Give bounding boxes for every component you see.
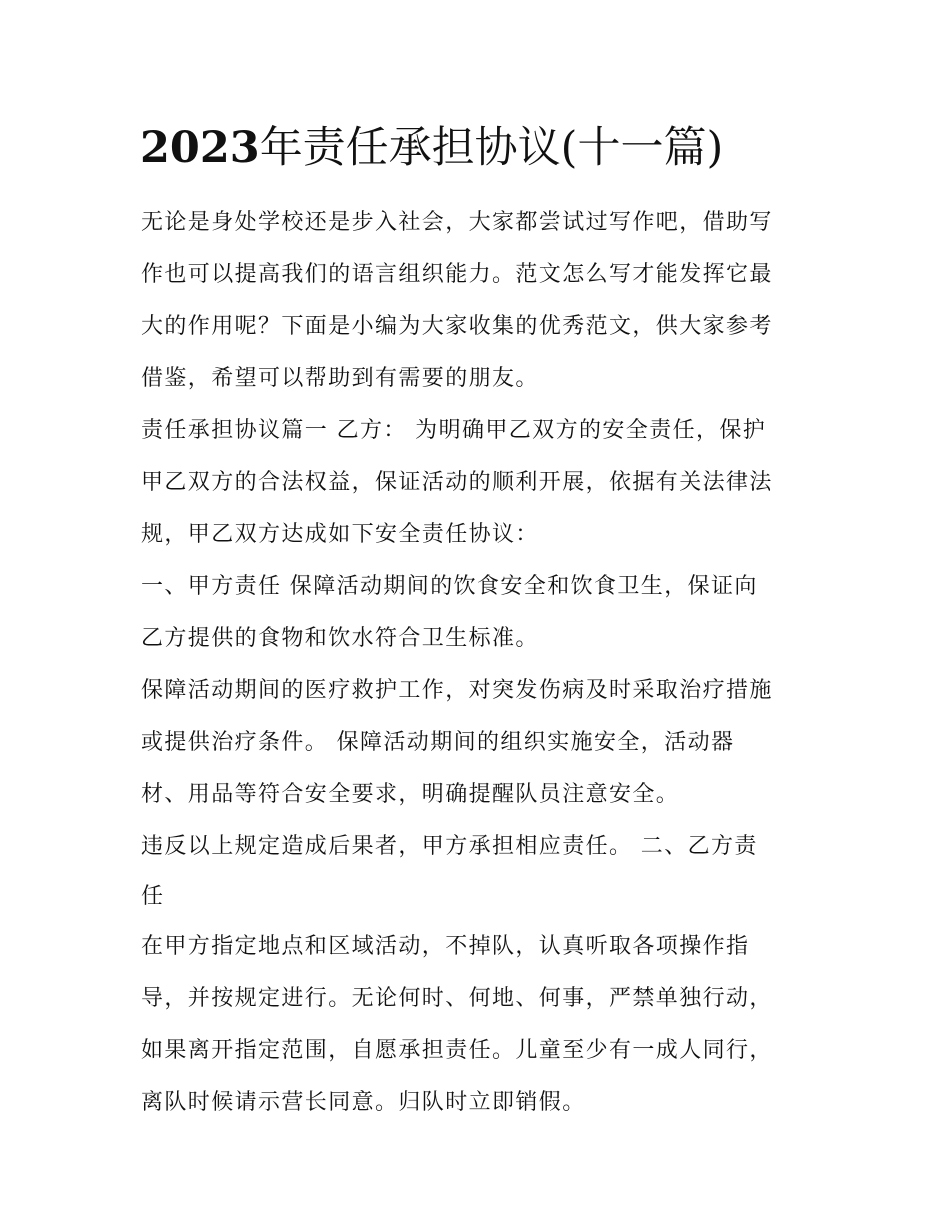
text-line: 一、甲方责任 保障活动期间的饮食安全和饮食卫生，保证向	[141, 574, 758, 599]
text-line: 甲乙双方的合法权益，保证活动的顺利开展，依据有关法律法	[141, 470, 773, 495]
title-text: 年责任承担协议(十一篇)	[259, 123, 724, 173]
text-line: 作也可以提高我们的语言组织能力。范文怎么写才能发挥它最	[141, 262, 773, 287]
text-line: 如果离开指定范围，自愿承担责任。儿童至少有一成人同行，	[141, 1038, 773, 1063]
text-line: 借鉴，希望可以帮助到有需要的朋友。	[141, 366, 539, 391]
text-line: 或提供治疗条件。 保障活动期间的组织实施安全，活动器	[141, 730, 735, 755]
text-line: 规，甲乙双方达成如下安全责任协议：	[141, 522, 539, 547]
text-line: 大的作用呢？下面是小编为大家收集的优秀范文，供大家参考	[141, 314, 773, 339]
document-body	[141, 197, 821, 1129]
text-line: 违反以上规定造成后果者，甲方承担相应责任。 二、乙方责	[141, 834, 758, 859]
text-line: 离队时候请示营长同意。归队时立即销假。	[141, 1090, 586, 1115]
text-line: 无论是身处学校还是步入社会，大家都尝试过写作吧，借助写	[141, 210, 773, 235]
text-line: 在甲方指定地点和区域活动，不掉队，认真听取各项操作指	[141, 934, 750, 959]
title-year: 2023	[140, 123, 260, 173]
page-title	[140, 118, 840, 178]
text-line: 任	[141, 884, 165, 909]
text-line: 乙方提供的食物和饮水符合卫生标准。	[141, 626, 539, 651]
text-line: 材、用品等符合安全要求，明确提醒队员注意安全。	[141, 782, 680, 807]
text-line: 保障活动期间的医疗救护工作，对突发伤病及时采取治疗措施	[141, 678, 773, 703]
text-line: 责任承担协议篇一 乙方： 为明确甲乙双方的安全责任，保护	[141, 418, 767, 443]
text-line: 导，并按规定进行。无论何时、何地、何事，严禁单独行动，	[141, 986, 773, 1011]
